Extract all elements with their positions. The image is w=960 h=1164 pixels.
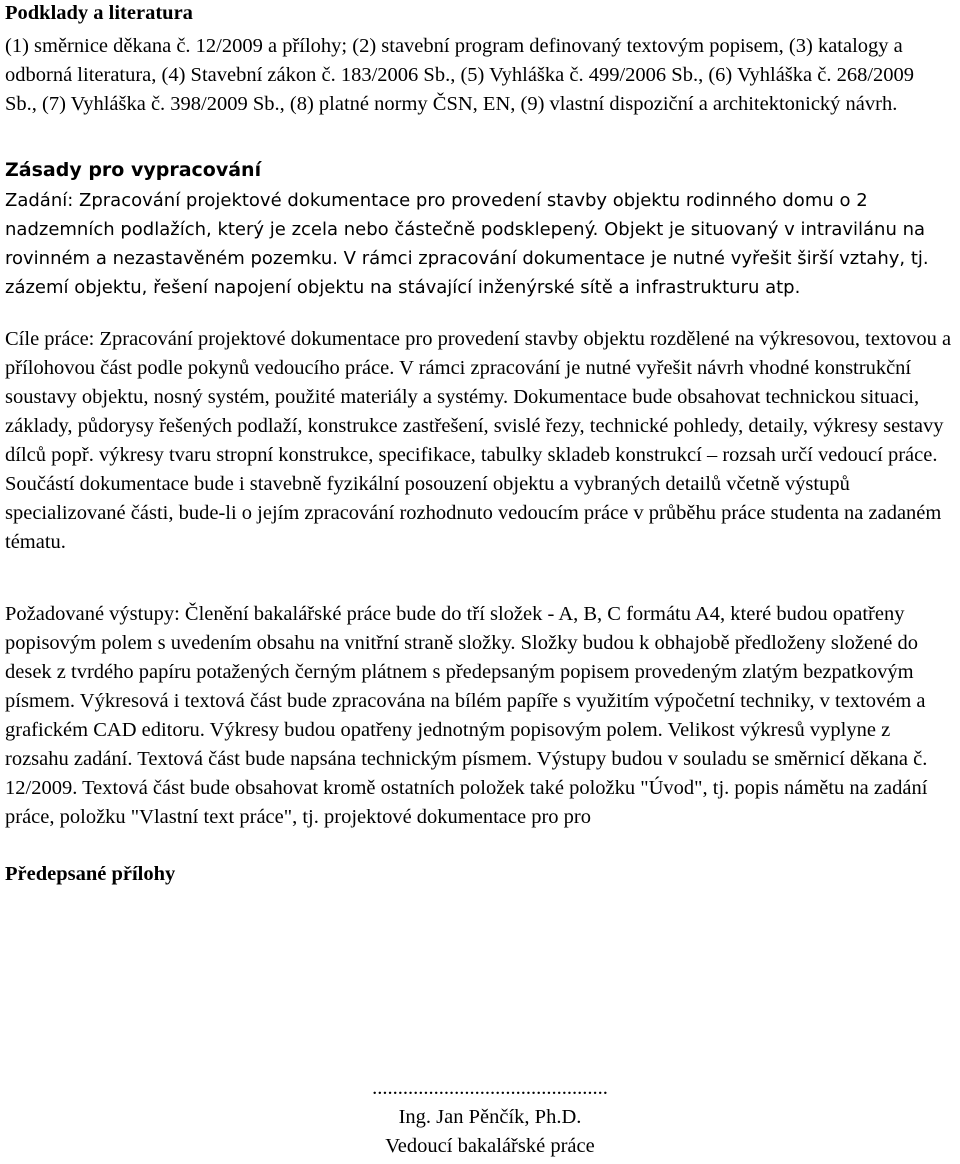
signature-block [305,1074,675,1161]
sources-text: (1) směrnice děkana č. 12/2009 a přílohy; (2) stavební program definovaný textovým popisem, (3) katalogy a odborná literatura, (4) Stavební zákon č. 183/2006 Sb., (5) Vyhláška č. 499/2006 Sb., (6) Vyhláška č. 268/2009 Sb., (7) Vyhláška č. 398/2009 Sb., (8) platné normy ČSN, EN, (9) vlastní dispoziční a architektonický návrh. [5,35,915,115]
sources-heading: Podklady a literatura [5,2,193,24]
supervisor-role: Vedoucí bakalářské práce [385,1135,595,1157]
assignment-paragraph: Zadání: Zpracování projektové dokumentace pro provedení stavby objektu rodinného domu o 2 nadzemních podlažích, který je zcela nebo částečně podsklepený. Objekt je situovaný v intravilánu na rovinném a nezastavěném pozemku. V rámci zpracování dokumentace je nutné vyřešit širší vztahy, tj. zázemí objektu, řešení napojení objektu na stávající inženýrské sítě a infrastrukturu atp. [5,190,929,298]
signature-line: .............................................. [372,1077,608,1099]
attachments-heading: Předepsané přílohy [5,863,176,885]
supervisor-name: Ing. Jan Pěnčík, Ph.D. [398,1106,582,1128]
goals-paragraph: Cíle práce: Zpracování projektové dokumentace pro provedení stavby objektu rozdělené na výkresovou, textovou a přílohovou část podle pokynů vedoucího práce. V rámci zpracování je nutné vyřešit návrh vhodné konstrukční soustavy objektu, nosný systém, použité materiály a systémy. Dokumentace bude obsahovat technickou situaci, základy, půdorysy řešených podlaží, konstrukce zastřešení, svislé řezy, technické pohledy, detaily, výkresy sestavy dílců popř. výkresy tvaru stropní konstrukce, specifikace, tabulky skladeb konstrukcí – rozsah určí vedoucí práce. Součástí dokumentace bude i stavebně fyzikální posouzení objektu a vybraných detailů včetně výstupů specializované části, bude-li o jejím zpracování rozhodnuto vedoucím práce v průběhu práce studenta na zadaném tématu. [5,328,952,553]
principles-heading: Zásady pro vypracování [5,159,262,181]
outputs-paragraph: Požadované výstupy: Členění bakalářské práce bude do tří složek - A, B, C formátu A4, které budou opatřeny popisovým polem s uvedením obsahu na vnitřní straně složky. Složky budou k obhajobě předloženy složené do desek z tvrdého papíru potažených černým plátnem s předepsaným popisem provedeným zlatým bezpatkovým písmem. Výkresová i textová část bude zpracována na bílém papíře s využitím výpočetní techniky, v textovém a grafickém CAD editoru. Výkresy budou opatřeny jednotným popisovým polem. Velikost výkresů vyplyne z rozsahu zadání. Textová část bude napsána technickým písmem. Výstupy budou v souladu se směrnicí děkana č. 12/2009. Textová část bude obsahovat kromě ostatních položek také položku "Úvod", tj. popis námětu na zadání práce, položku "Vlastní text práce", tj. projektové dokumentace pro pro [5,603,928,828]
